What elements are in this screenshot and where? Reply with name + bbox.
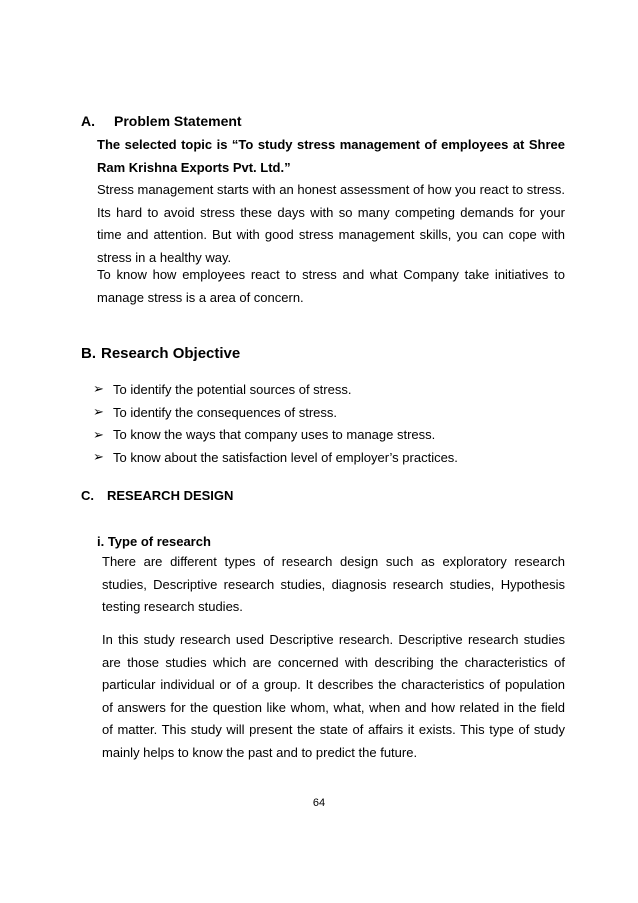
type-of-research-subheading: i. Type of research [97,534,211,549]
problem-statement-paragraph-1: Stress management starts with an honest assessment of how you react to stress. Its hard to avoid stress these days with so many competing demands for your time and attention. But with good stress management skills, you can cope with stress in a healthy way. [97,182,565,265]
section-b-title: Research Objective [101,345,241,362]
objective-text: To know about the satisfaction level of employer’s practices. [113,449,458,465]
objective-text: To know the ways that company uses to manage stress. [113,427,436,443]
section-a-letter: A. [81,113,95,129]
research-objective-list [93,378,458,469]
list-item [93,423,458,446]
section-c-title: RESEARCH DESIGN [107,488,234,503]
arrow-bullet-icon: ➢ [93,449,104,465]
problem-statement-paragraph-2: To know how employees react to stress and what Company take initiatives to manage stress is a area of concern. [97,267,565,305]
objective-text: To identify the consequences of stress. [113,404,338,420]
list-item [93,446,458,469]
list-item [93,401,458,424]
research-design-paragraph-2: In this study research used Descriptive research. Descriptive research studies are those studies which are concerned with describing the characteristics of particular individual or of a group. It describes the characteristics of population of answers for the question like whom, what, when and how related in the field of matter. This study will present the state of affairs it exists. This type of study mainly helps to know the past and to predict the future. [102,632,565,760]
arrow-bullet-icon: ➢ [93,426,104,442]
objective-text: To identify the potential sources of stress. [113,381,352,397]
list-item [93,378,458,401]
arrow-bullet-icon: ➢ [93,381,104,397]
section-b-heading [81,345,240,362]
section-a-heading [81,113,242,129]
section-b-letter: B. [81,345,96,362]
arrow-bullet-icon: ➢ [93,404,104,420]
research-design-paragraph-1: There are different types of research design such as exploratory research studies, Descriptive research studies, diagnosis research studies, Hypothesis testing research studies. [102,554,565,614]
section-c-heading [81,488,233,503]
section-a-title: Problem Statement [114,113,242,129]
section-c-letter: C. [81,488,94,503]
problem-statement-topic: The selected topic is “To study stress management of employees at Shree Ram Krishna Exports Pvt. Ltd.” [97,137,565,175]
page-number: 64 [312,797,326,809]
